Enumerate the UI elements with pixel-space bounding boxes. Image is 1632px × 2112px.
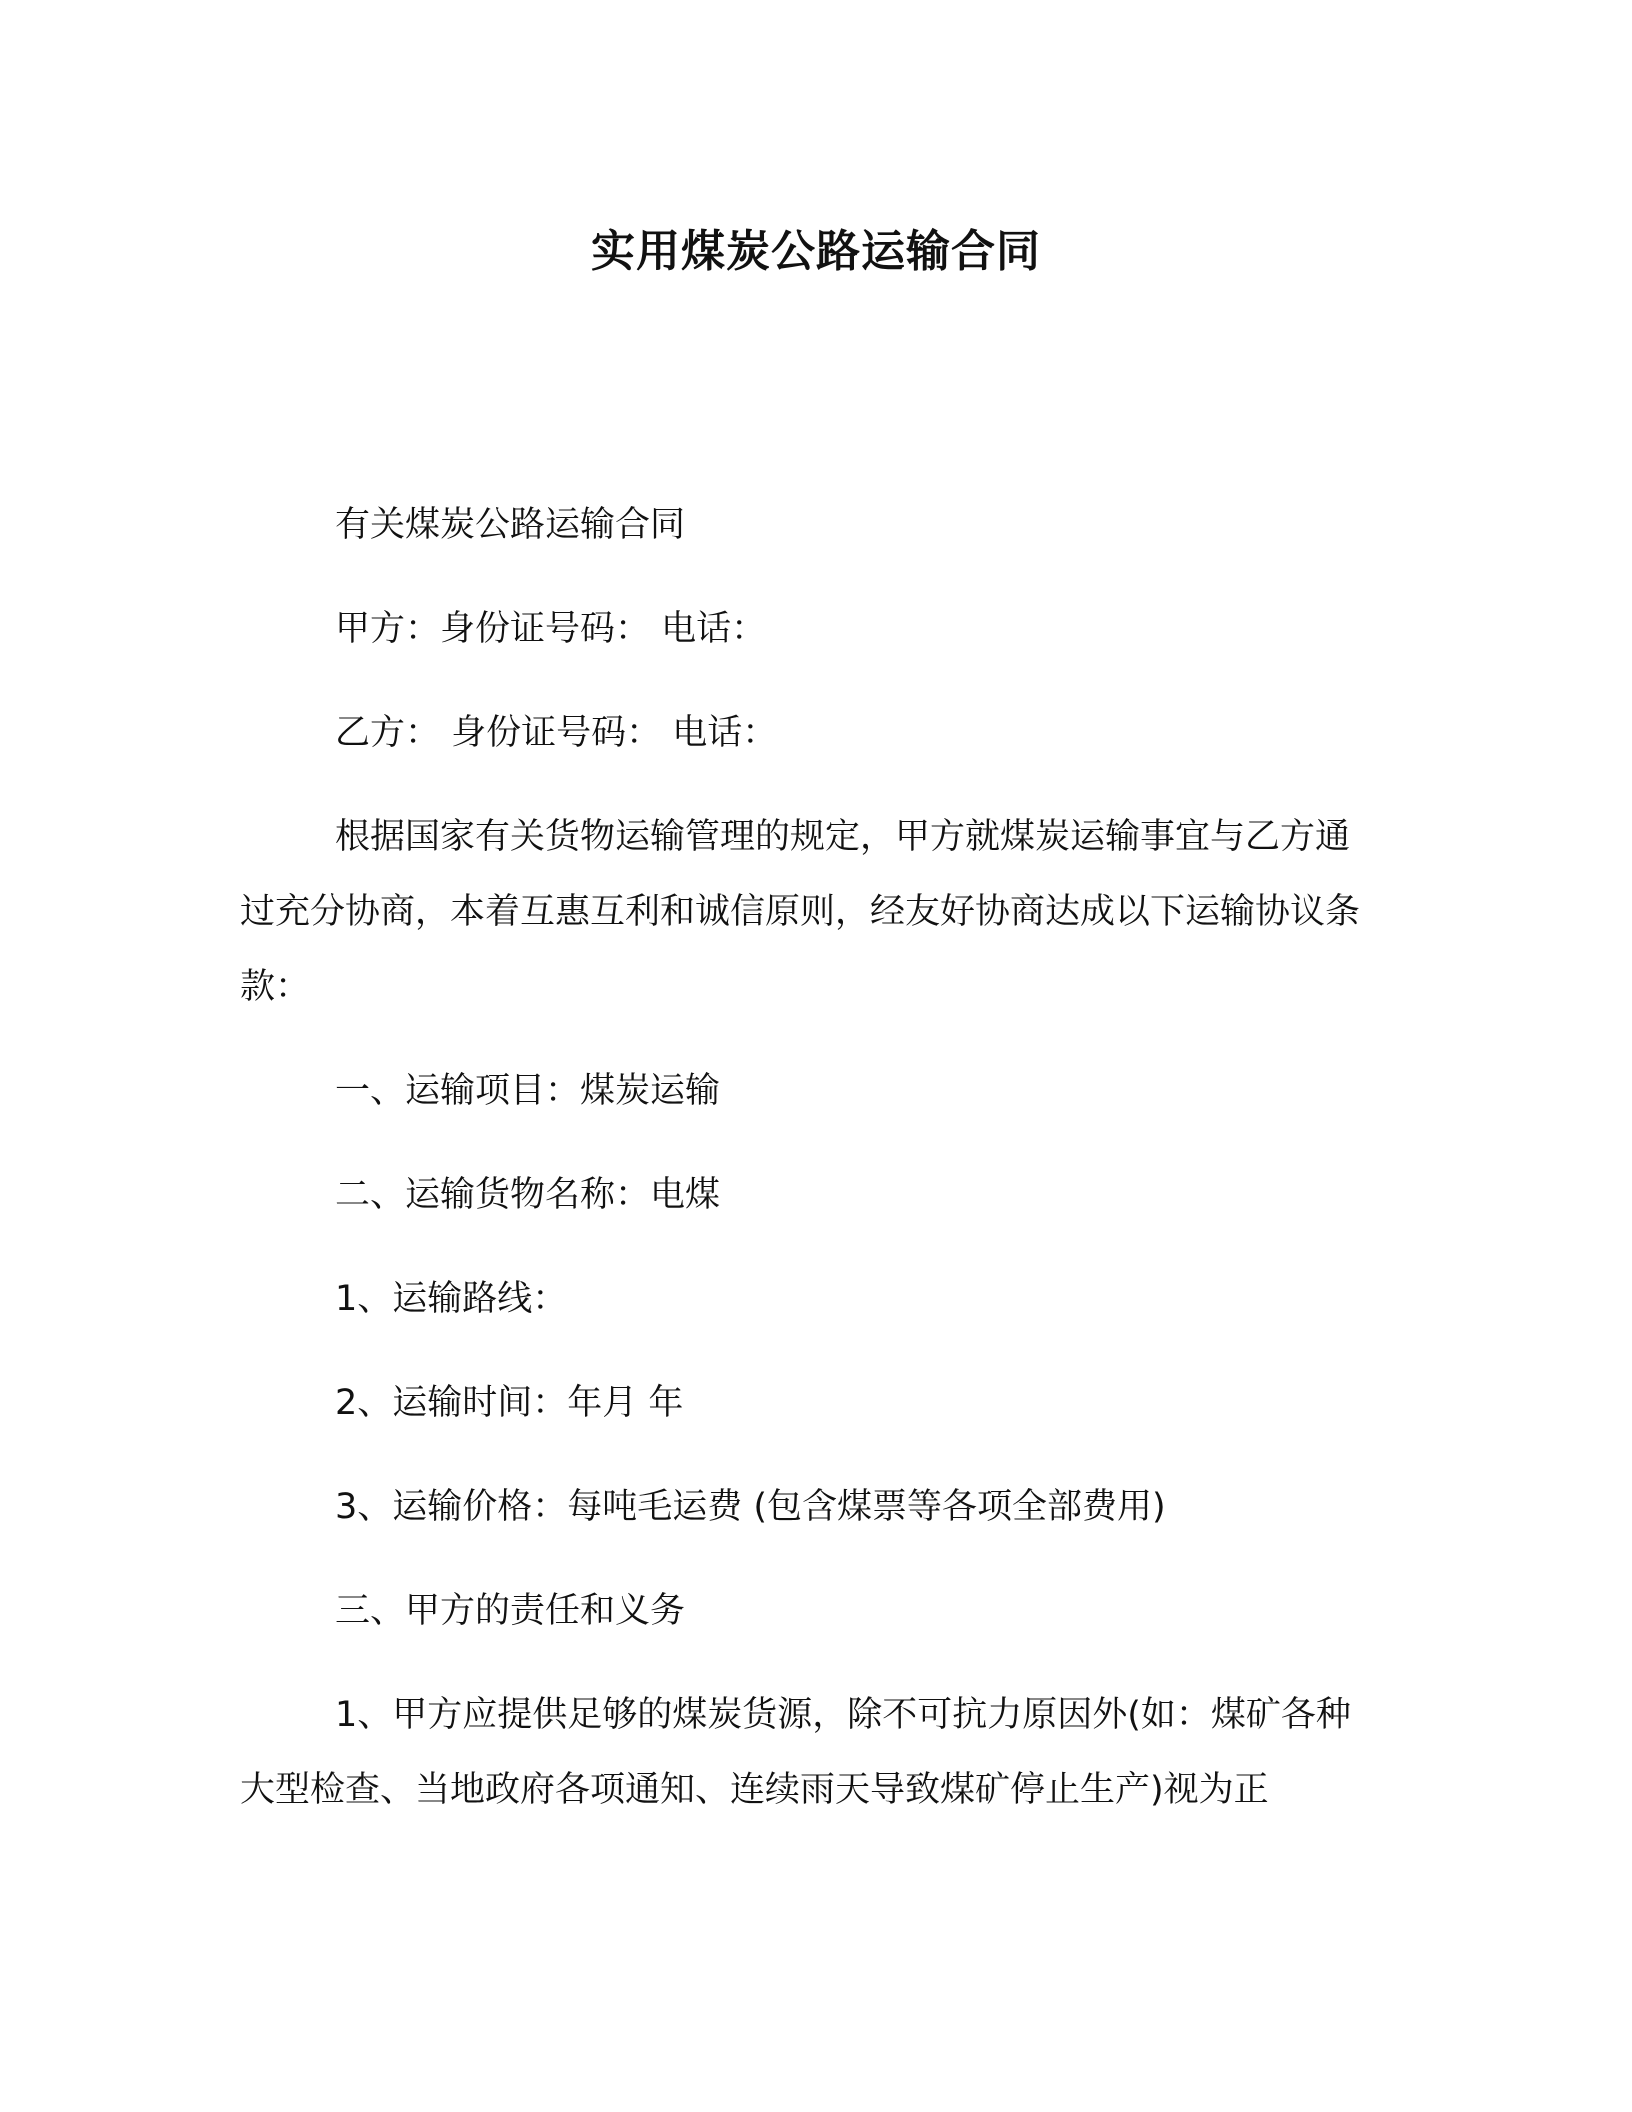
party-a-duty-1: 1、甲方应提供足够的煤炭货源，除不可抗力原因外(如：煤矿各种大型检查、当地政府各项通知、连续雨天导致煤矿停止生产)视为正 bbox=[240, 1695, 1351, 1810]
clause-transport-item: 一、运输项目：煤炭运输 bbox=[335, 1071, 721, 1111]
clause-goods-name: 二、运输货物名称：电煤 bbox=[335, 1175, 721, 1215]
clause-price: 3、运输价格：每吨毛运费 (包含煤票等各项全部费用) bbox=[335, 1487, 1166, 1527]
preamble-paragraph: 根据国家有关货物运输管理的规定，甲方就煤炭运输事宜与乙方通过充分协商，本着互惠互利和诚信原则，经友好协商达成以下运输协议条款： bbox=[240, 817, 1361, 1007]
clause-route: 1、运输路线： bbox=[335, 1279, 568, 1319]
party-b-line: 乙方： 身份证号码： 电话： bbox=[335, 713, 778, 753]
party-a-line: 甲方：身份证号码： 电话： bbox=[335, 609, 767, 649]
clause-time: 2、运输时间：年月 年 bbox=[335, 1383, 684, 1423]
document-title: 实用煤炭公路运输合同 bbox=[591, 226, 1041, 277]
document-body bbox=[240, 488, 1370, 1857]
section-party-a-duties: 三、甲方的责任和义务 bbox=[335, 1591, 686, 1631]
contract-heading: 有关煤炭公路运输合同 bbox=[335, 505, 686, 545]
